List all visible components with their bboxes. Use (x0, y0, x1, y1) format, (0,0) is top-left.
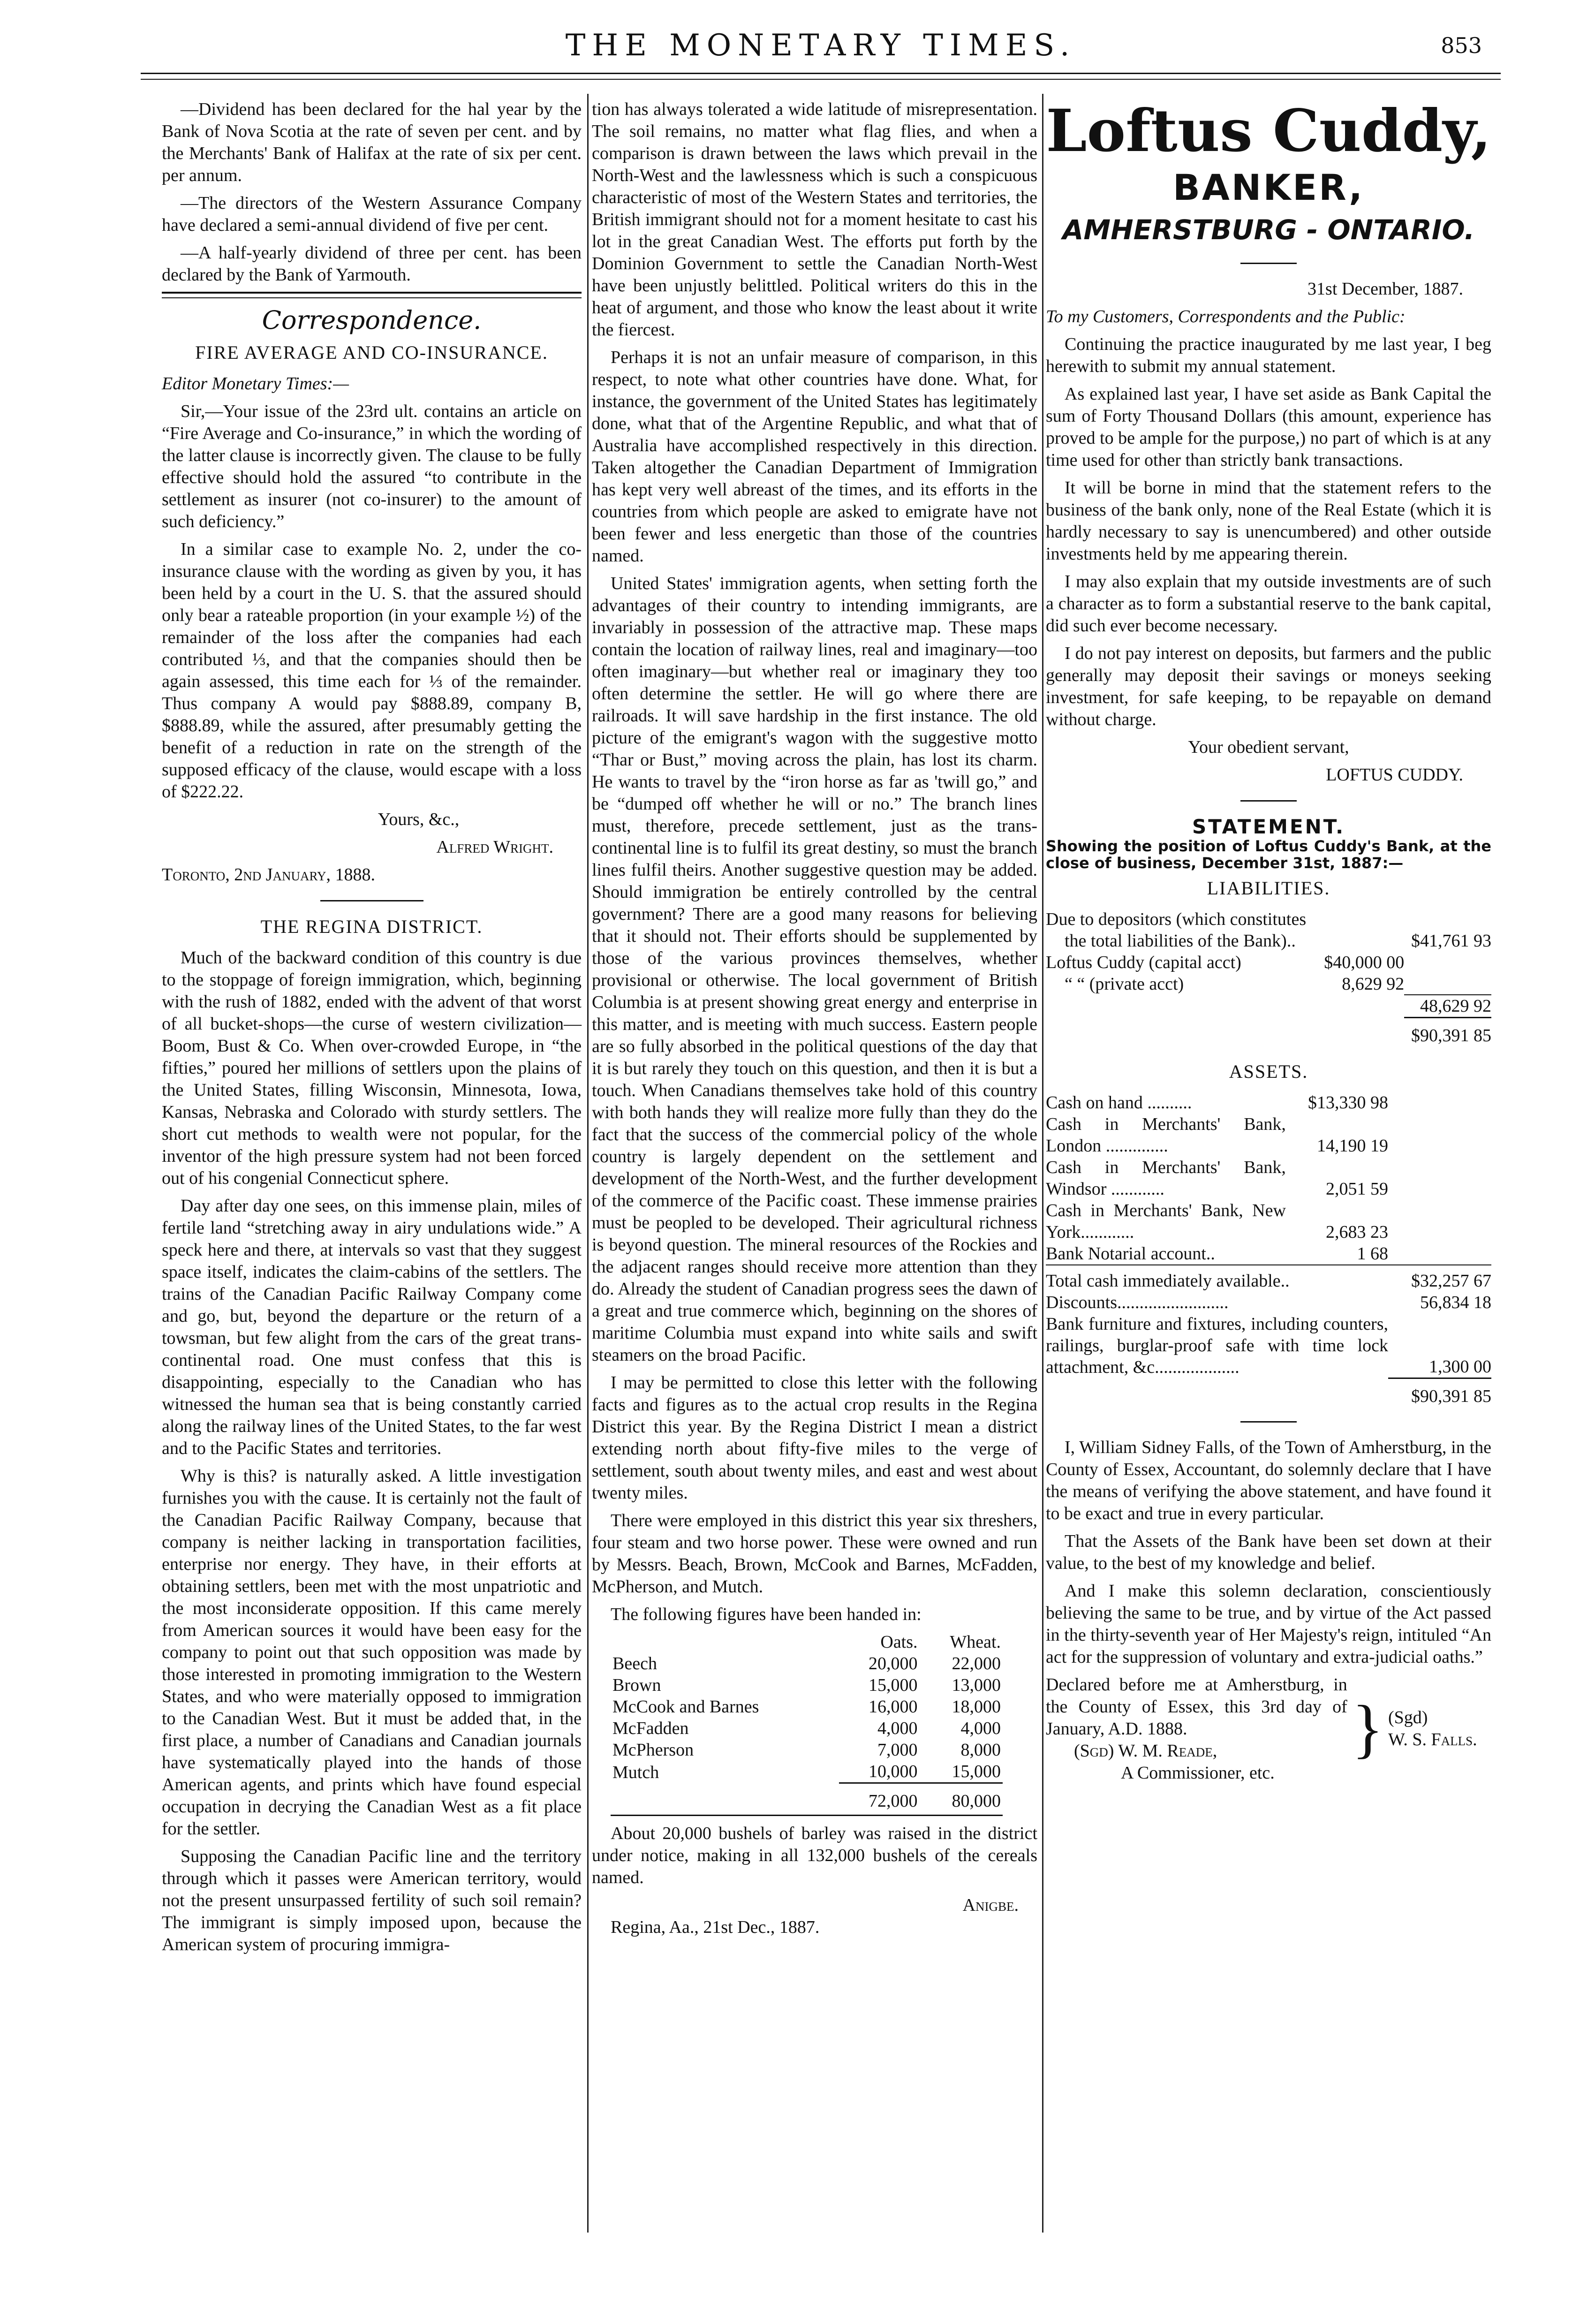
asset-amount: $13,330 98 (1308, 1093, 1388, 1113)
letter-salutation: To my Customers, Correspondents and the Public: (1046, 307, 1406, 326)
asset-label: Bank Notarial account.. (1046, 1244, 1215, 1264)
letter-paragraph: I may also explain that my outside investments are of such a character as to form a substantial reserve to the bank capital, did such ever become necessary. (1046, 572, 1491, 636)
table-row (1046, 1200, 1491, 1243)
column-middle (592, 98, 1037, 1944)
dividend-notice: —The directors of the Western Assurance Company have declared a semi-annual dividend of five per cent. (162, 193, 582, 235)
crop-name: Beech (612, 1654, 657, 1673)
brace-icon: } (1352, 1692, 1383, 1765)
crop-wheat: 22,000 (952, 1654, 1001, 1673)
table-row (611, 1761, 1003, 1783)
page-header (141, 23, 1501, 75)
asset-amount: 14,190 19 (1317, 1136, 1388, 1156)
asset-label: Total cash immediately available.. (1046, 1265, 1388, 1292)
letter-paragraph: As explained last year, I have set aside as Bank Capital the sum of Forty Thousand Dollars (this amount, experience has proved to be ample for the purpose,) no part of which is at any time used for other than strictly bank transactions. (1046, 384, 1491, 470)
crop-oats: 10,000 (869, 1762, 918, 1781)
statement-heading: STATEMENT. (1192, 815, 1345, 838)
liability-label: “ “ (private acct) (1065, 974, 1184, 994)
article-signature: Anigbe. (962, 1895, 1019, 1915)
table-row (1046, 930, 1491, 952)
liability-subtotal: 48,629 92 (1404, 995, 1491, 1018)
liability-label: the total liabilities of the Bank).. (1065, 931, 1296, 951)
correspondence-heading: Correspondence. (262, 305, 482, 335)
crop-wheat: 8,000 (960, 1740, 1001, 1760)
table-rule (611, 1815, 1003, 1816)
asset-amount: 2,051 59 (1326, 1179, 1388, 1199)
liability-amount: $41,761 93 (1411, 931, 1491, 951)
crop-wheat: 13,000 (952, 1675, 1001, 1695)
asset-label: Discounts......................... (1046, 1293, 1229, 1312)
column-right (1046, 98, 1491, 1784)
asset-amount: 56,834 18 (1420, 1293, 1491, 1312)
article-paragraph: United States' immigration agents, when setting forth the advantages of their country to intending immigrants, are invariably in possession of the attractive map. These maps contain the location of railway lines, real and imaginary—too often imaginary—but whether real or imaginary they too often determine the settler. He will go where there are railroads. It will save hardship in the first instance. The old picture of the emigrant's wagon with the suggestive motto “Thar or Bust,” moving across the plain, has lost its charm. He wants to travel by the “iron horse as far as 'twill go,” and be “dumped off whether he will or no.” The branch lines must, therefore, precede settlement, just as the trans-continental line is to fulfil its great destiny, so must the branch lines fulfil theirs. Another suggestive question may be added. Should immigration be entirely controlled by the central government? There are a good many reasons for believing that it should not. Their efforts should be supplemented by those of the various provinces themselves, whether provisional or otherwise. The local government of British Columbia is at present showing great energy and enterprise in this matter, and is meeting with much success. Eastern people are so fully absorbed in the political questions of the day that it is but rarely they touch on this question, and then it is but a touch. When Canadians themselves take hold of this country with both hands they will realize more fully than they do the fact that the success of the commercial policy of the whole country is largely dependent on the settlement and development of the North-West, and the further development of the commerce of the Pacific coast. These immense prairies must be peopled to be developed. Their agricultural richness is beyond question. The mineral resources of the Rockies and the adjacent ranges should receive more attention than they do. Already the student of Canadian progress sees the dawn of a great and true commerce which, beginning on the shores of maritime Columbia must expand into white sails and swift steamers on the broad Pacific. (592, 574, 1037, 1365)
liability-label: Due to depositors (which constitutes (1046, 909, 1307, 929)
letter-paragraph: It will be borne in mind that the statement refers to the business of the bank only, none of the Real Estate (which it is hardly necessary to say is unencumbered) and other outside investments held by me appearing therein. (1046, 478, 1491, 564)
table-row (1046, 995, 1491, 1018)
crop-wheat: 15,000 (952, 1762, 1001, 1781)
table-row (1046, 1113, 1491, 1157)
letter-signature: LOFTUS CUDDY. (1326, 765, 1463, 785)
crop-name: McCook and Barnes (612, 1697, 759, 1717)
article-paragraph: Day after day one sees, on this immense plain, miles of fertile land “stretching away in airy undulations wide.” A speck here and there, at intervals so vast that they suggest space itself, indicates the claim-cabins of the settlers. The trains of the Canadian Pacific Railway Company come and go, but, beyond the departure or the return of a towsman, but few alight from the cars of the great trans-continental road. One must confess that this is disappointing, especially to the Canadian who has witnessed the human sea that is being constantly carried along the railway lines of the United States, to the far west and to the Pacific States and territories. (162, 1196, 582, 1458)
article-paragraph: tion has always tolerated a wide latitude of misrepresentation. The soil remains, no matter what flag flies, and when a comparison is drawn between the laws which prevail in the North-West and the lawlessness which is such a conspicuous characteristic of most of the Western States and territories, the British immigrant should not for a moment hesitate to cast his lot in the great Canadian West. The efforts put forth by the Dominion Government to settle the Canadian North-West have been unjustly belittled. Political writers do this in the heat of argument, and those who know the least about it write the fiercest. (592, 99, 1037, 340)
liability-label: Loftus Cuddy (capital acct) (1046, 953, 1241, 972)
crop-header-cell: Oats. (880, 1632, 918, 1652)
letter-paragraph: Continuing the practice inaugurated by me last year, I beg herewith to submit my annual statement. (1046, 334, 1491, 376)
declarant-sgd: (Sgd) (1388, 1708, 1428, 1727)
divider (1240, 1421, 1297, 1423)
asset-amount: $32,257 67 (1388, 1265, 1491, 1292)
table-row (1046, 1378, 1491, 1407)
asset-label: Cash on hand .......... (1046, 1093, 1192, 1113)
crop-wheat: 18,000 (952, 1697, 1001, 1717)
asset-label: Cash in Merchants' Bank, Windsor ............ (1046, 1158, 1286, 1199)
letter-dateline: Toronto, 2nd January, 1888. (162, 865, 376, 885)
table-row (1046, 1157, 1491, 1200)
crop-oats: 20,000 (869, 1654, 918, 1673)
commissioner-signature: (Sgd) W. M. Reade, (1074, 1741, 1217, 1761)
dividend-notice: —Dividend has been declared for the hal year by the Bank of Nova Scotia at the rate of seven per cent. and by the Merchants' Bank of Halifax at the rate of six per cent. per annum. (162, 99, 582, 185)
crop-total-wheat: 80,000 (920, 1783, 1003, 1812)
banker-title: BANKER, (1173, 167, 1364, 208)
table-row (1046, 908, 1491, 930)
declarant (1388, 1707, 1491, 1751)
table-row (611, 1696, 1003, 1718)
column-left (162, 98, 582, 1961)
letter-closing: Yours, &c., (378, 810, 460, 829)
declared-text: Declared before me at Amherstburg, in the County of Essex, this 3rd day of January, A.D. 1888. (1046, 1674, 1347, 1739)
article-paragraph: Perhaps it is not an unfair measure of comparison, in this respect, to note what other countries have done. What, for instance, the government of the United States has legitimately done, what that of the Argentine Republic, and what that of Australia have accomplished respectively in this direction. Taken altogether the Canadian Department of Immigration has kept very well abreast of the times, and its efforts in the countries from which people are asked to emigrate have not been fewer and less energetic than those of the countries named. (592, 348, 1037, 566)
article-paragraph: Why is this? is naturally asked. A little investigation furnishes you with the cause. It is certainly not the fault of the Canadian Pacific Railway Company, because that company is neither lacking in transportation facilities, enterprise nor energy. They have, in their efforts at obtaining settlers, been met with the most unpatriotic and the most inconsiderate opposition. If this came merely from American sources it would have been easy for the company to point out that such opposition was made by those interested in promoting immigration to the Western States, and who were materially opposed to immigration to the Canadian West. But it must be added that, in the first place, a number of Canadians and Canadian journals have systematically played into the hands of those American agents, and prints which have found especial occupation in decrying the Canadian West as a fit place for the settler. (162, 1466, 582, 1839)
table-row (1046, 1265, 1491, 1292)
table-row (611, 1718, 1003, 1739)
table-row (1046, 1018, 1491, 1047)
header-rule (141, 73, 1501, 74)
asset-label: Cash in Merchants' Bank, New York............ (1046, 1201, 1286, 1242)
liabilities-heading: LIABILITIES. (1207, 878, 1330, 899)
crop-name: Mutch (612, 1762, 659, 1782)
regina-heading: THE REGINA DISTRICT. (260, 916, 483, 937)
liability-amount: 8,629 92 (1342, 974, 1405, 994)
liability-amount: $40,000 00 (1324, 953, 1405, 972)
declaration-paragraph: And I make this solemn declaration, conscientiously believing the same to be true, and by virtue of the Act passed in the thirty-seventh year of Her Majesty's reign, intituled “An act for the suppression of voluntary and extra-judicial oaths.” (1046, 1581, 1491, 1667)
letter-paragraph: I do not pay interest on deposits, but farmers and the public generally may deposit their savings or moneys seeking investment, for safe keeping, to be repayable on demand without charge. (1046, 643, 1491, 729)
declared-before (1046, 1674, 1347, 1784)
assets-table (1046, 1092, 1491, 1407)
letter-signature: Alfred Wright. (436, 837, 553, 857)
crop-total-label (611, 1783, 839, 1812)
asset-label: Bank furniture and fixtures, including counters, railings, burglar-proof safe with time lock attachment, &c................... (1046, 1314, 1388, 1377)
column-divider (587, 94, 589, 2233)
crop-table (611, 1631, 1003, 1812)
asset-amount: 2,683 23 (1326, 1222, 1388, 1242)
article-paragraph: Much of the backward condition of this country is due to the stoppage of foreign immigration, which, beginning with the rush of 1882, ended with the advent of that worst of all bucket-shops—the curse of western civilization—Boom, Bust & Co. When over-crowded Europe, in “the fifties,” poured her millions of settlers upon the plains of the United States, filling Wisconsin, Minnesota, Iowa, Kansas, Nebraska and Colorado with sturdy settlers. The short cut methods to wealth were not popular, for the inventor of the high pressure system had not been forced out of his congenial Connecticut sphere. (162, 948, 582, 1188)
divider (1240, 263, 1297, 264)
table-row (1046, 1243, 1491, 1265)
crop-name: Brown (612, 1675, 661, 1695)
letter-paragraph: In a similar case to example No. 2, under the co-insurance clause with the wording as given by you, it has been held by a court in the U. S. that the assured should only bear a rateable proportion (in your example ½) of the remainder of the loss after the companies had each contributed ⅓, and that the companies should then be again assessed, this time each for ⅓ of the remainder. Thus company A would pay $888.89, company B, $888.89, while the assured, after presumably getting the benefit of a reduction in rate on the strength of the supposed efficacy of the clause, would escape with a loss of $222.22. (162, 539, 582, 802)
fire-average-heading: FIRE AVERAGE AND CO-INSURANCE. (195, 342, 548, 363)
statement-subheading: Showing the position of Loftus Cuddy's Bank, at the close of business, December 31st, 1887:— (1046, 837, 1491, 872)
letter-date: 31st December, 1887. (1307, 279, 1463, 299)
article-dateline: Regina, Aa., 21st Dec., 1887. (611, 1917, 820, 1937)
article-paragraph: There were employed in this district this year six threshers, four steam and two horse power. These were owned and run by Messrs. Beach, Brown, McCook and Barnes, McFadden, McPherson, and Mutch. (592, 1511, 1037, 1597)
page-number: 853 (1441, 33, 1482, 58)
publication-title: THE MONETARY TIMES. (565, 28, 1076, 63)
assets-grand-total: $90,391 85 (1388, 1378, 1491, 1407)
commissioner-title: A Commissioner, etc. (1121, 1763, 1275, 1783)
declaration-paragraph: That the Assets of the Bank have been set down at their value, to the best of my knowledge and belief. (1046, 1531, 1491, 1573)
divider (320, 900, 423, 901)
asset-label: Cash in Merchants' Bank, London .............. (1046, 1114, 1286, 1156)
divider (1240, 800, 1297, 802)
crop-oats: 7,000 (877, 1740, 918, 1760)
article-paragraph: About 20,000 bushels of barley was raised in the district under notice, making in all 132,000 bushels of the cereals named. (592, 1824, 1037, 1887)
declarant-name: W. S. Falls. (1388, 1730, 1477, 1749)
crop-oats: 15,000 (869, 1675, 918, 1695)
banker-name: Loftus Cuddy, (1046, 97, 1491, 165)
crop-header-cell: Wheat. (950, 1632, 1001, 1652)
crop-name: McFadden (612, 1718, 689, 1738)
crop-total-oats: 72,000 (839, 1783, 919, 1812)
table-row (1046, 1313, 1491, 1378)
table-row (611, 1653, 1003, 1674)
crop-oats: 4,000 (877, 1718, 918, 1738)
asset-amount: 1 68 (1357, 1244, 1388, 1264)
assets-heading: ASSETS. (1229, 1061, 1308, 1082)
crop-total-row (611, 1783, 1003, 1812)
dividend-notice: —A half-yearly dividend of three per cent. has been declared by the Bank of Yarmouth. (162, 243, 582, 285)
declaration-signature-block (1046, 1674, 1491, 1784)
crop-name: McPherson (612, 1740, 694, 1760)
table-row (1046, 952, 1491, 973)
article-paragraph: I may be permitted to close this letter with the following facts and figures as to the actual crop results in the Regina District this year. By the Regina District I mean a district extending north about fifty-five miles to the verge of settlement, south about twenty miles, and east and west about twenty miles. (592, 1373, 1037, 1503)
column-divider (1042, 94, 1043, 2233)
banker-place: AMHERSTBURG - ONTARIO. (1062, 214, 1475, 246)
header-rule-thin (141, 79, 1501, 80)
liability-total: $90,391 85 (1404, 1018, 1491, 1047)
table-row (1046, 1292, 1491, 1313)
table-row (611, 1739, 1003, 1761)
liabilities-table (1046, 908, 1491, 1046)
article-paragraph: The following figures have been handed in: (611, 1605, 922, 1624)
crop-table-header (611, 1631, 1003, 1653)
table-row (611, 1674, 1003, 1696)
asset-amount: 1,300 00 (1429, 1356, 1491, 1377)
letter-paragraph: Sir,—Your issue of the 23rd ult. contains an article on “Fire Average and Co-insurance,” in which the wording of the latter clause is incorrectly given. The clause to be fully effective should hold the assured “to contribute in the settlement as insurer (not co-insurer) to the amount of such deficiency.” (162, 401, 582, 531)
crop-oats: 16,000 (869, 1697, 918, 1717)
letter-salutation: Editor Monetary Times:— (162, 374, 349, 394)
declaration-paragraph: I, William Sidney Falls, of the Town of Amherstburg, in the County of Essex, Accountant, do solemnly declare that I have the means of verifying the above statement, and have found it to be exact and true in every particular. (1046, 1437, 1491, 1523)
table-row (1046, 973, 1491, 995)
letter-closing: Your obedient servant, (1188, 737, 1349, 757)
section-rule (162, 292, 582, 298)
table-row (1046, 1092, 1491, 1113)
article-paragraph: Supposing the Canadian Pacific line and the territory through which it passes were American territory, would not the present unsurpassed fertility of such soil remain? The immigrant is simply imposed upon, because the American system of procuring immigra- (162, 1847, 582, 1954)
crop-wheat: 4,000 (960, 1718, 1001, 1738)
crop-header-cell (611, 1631, 839, 1653)
